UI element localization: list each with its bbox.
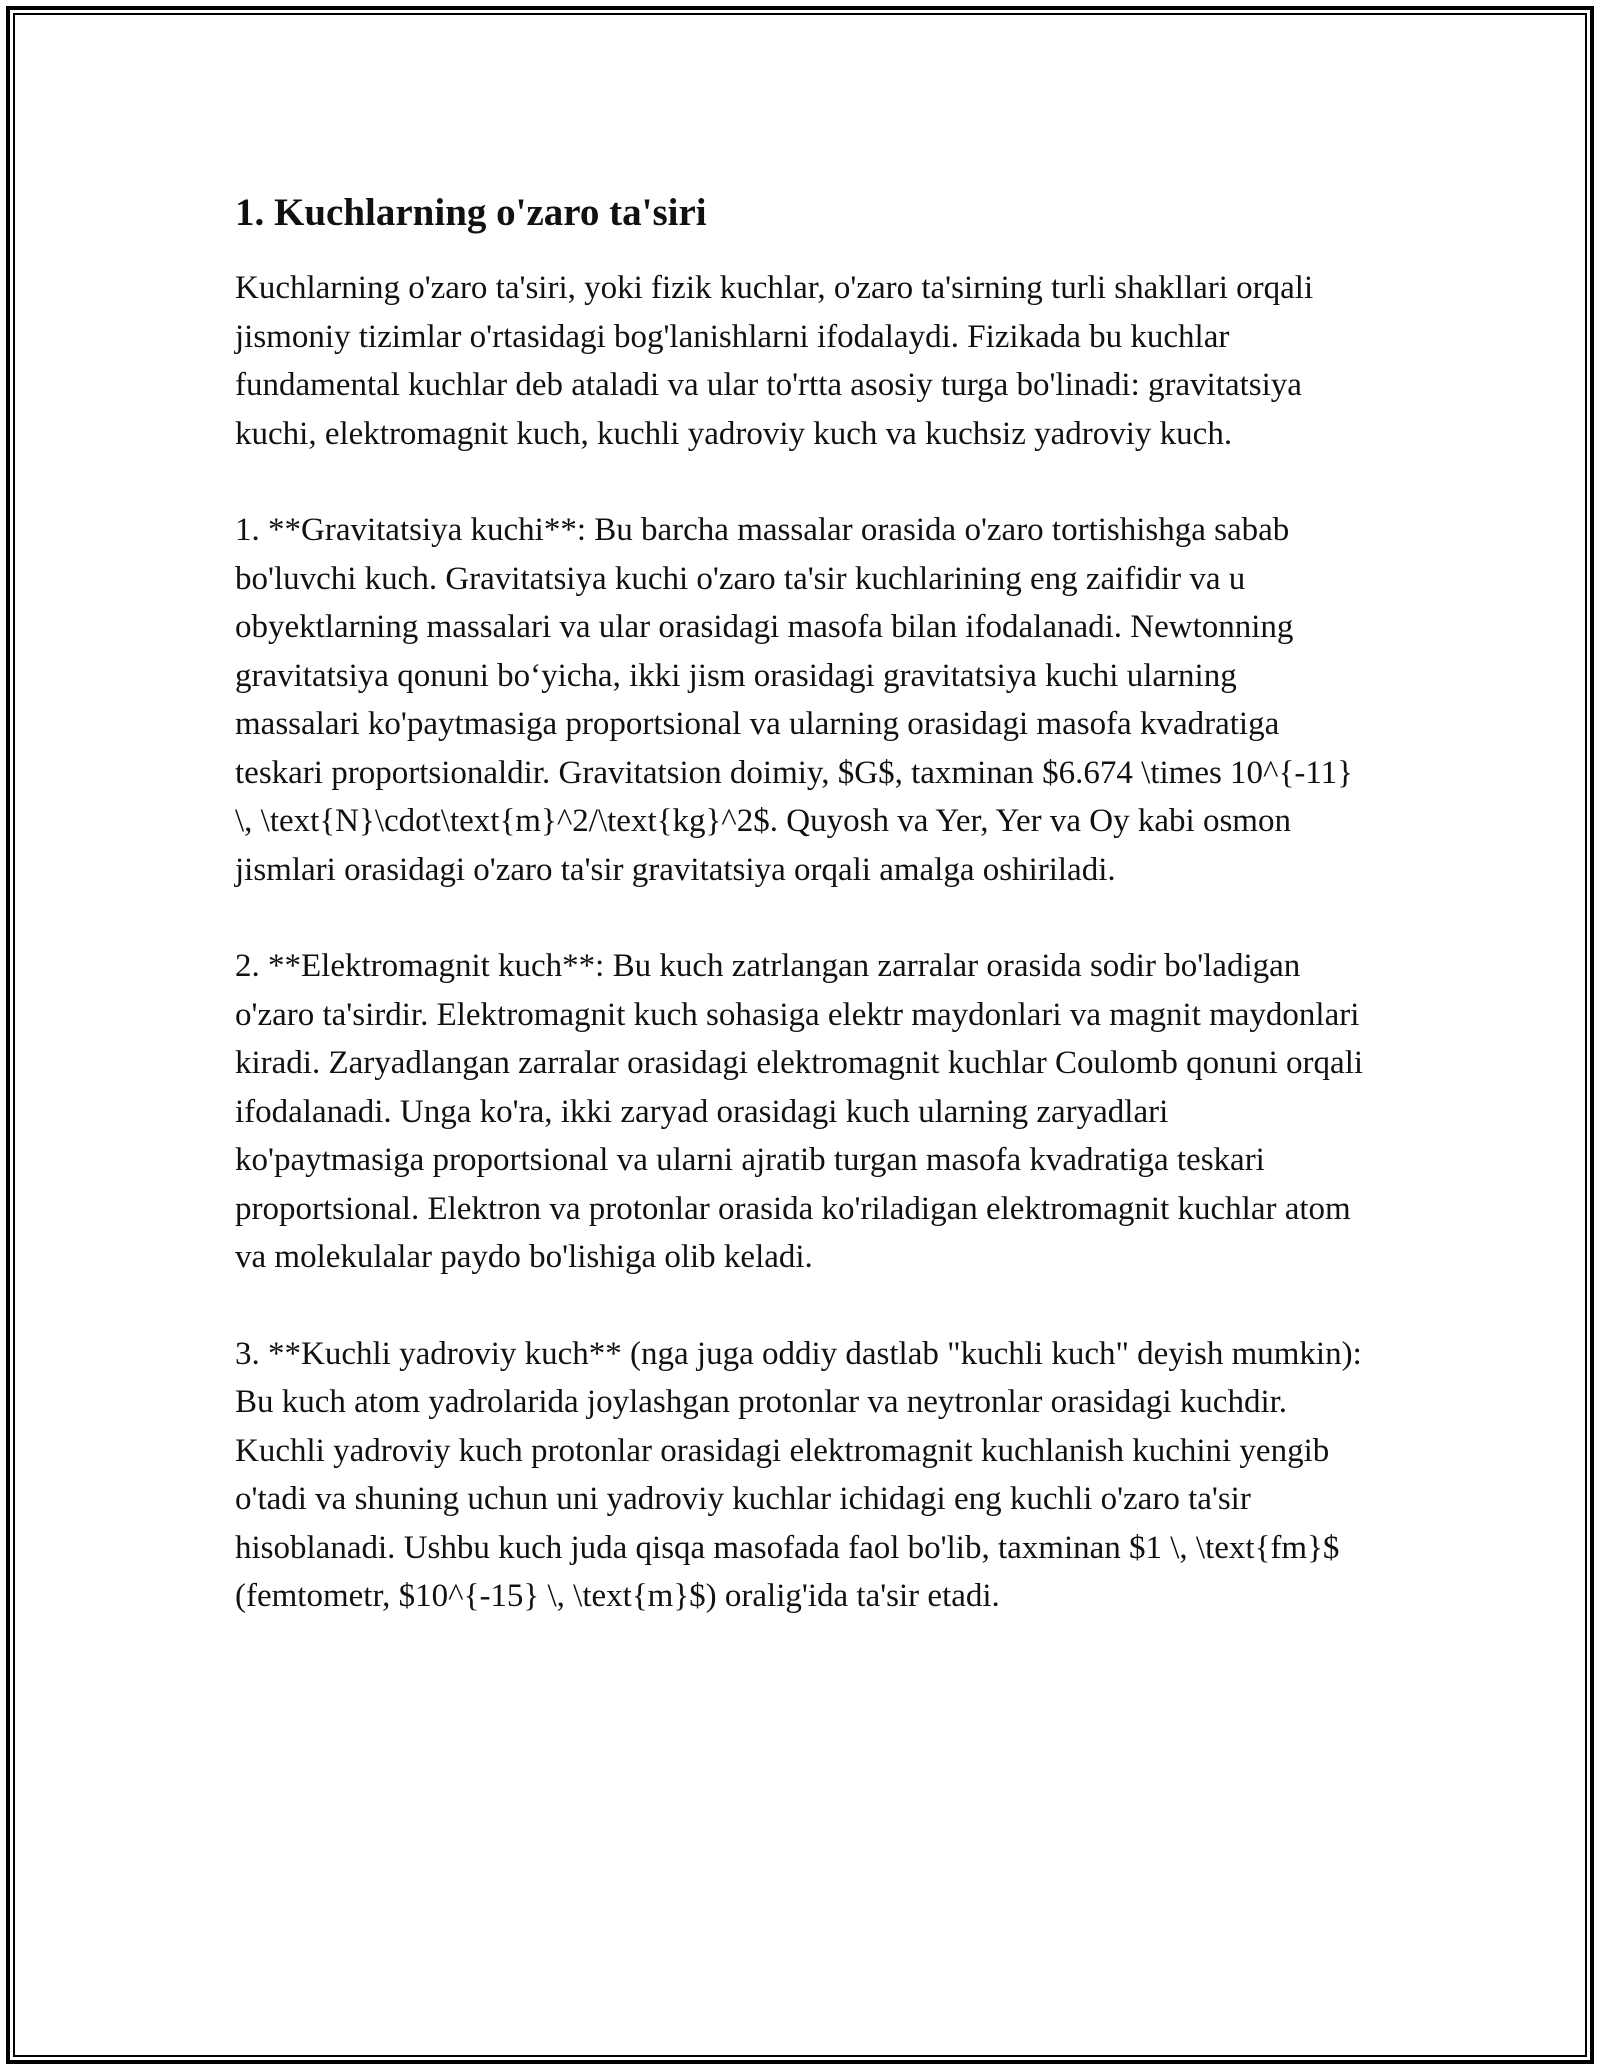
paragraph-intro: Kuchlarning o'zaro ta'siri, yoki fizik kuchlar, o'zaro ta'sirning turli shakllari orqali jismoniy tizimlar o'rtasidagi bog'lanishlarni ifodalaydi. Fizikada bu kuchlar fundamental kuchlar deb ataladi va ular to'rtta asosiy turga bo'linadi: gravitatsiya kuchi, elektromagnit kuch, kuchli yadroviy kuch va kuchsiz yadroviy kuch. <box>235 270 1314 452</box>
paragraph-strong-nuclear: 3. **Kuchli yadroviy kuch** (nga juga oddiy dastlab "kuchli kuch" deyish mumkin): Bu kuch atom yadrolarida joylashgan protonlar va neytronlar orasidagi kuchdir. Kuchli yadroviy kuch protonlar orasidagi elektromagnit kuchlanish kuchini yengib o'tadi va shuning uchun uni yadroviy kuchlar ichidagi eng kuchli o'zaro ta'sir hisoblanadi. Ushbu kuch juda qisqa masofada faol bo'lib, taxminan $1 \, \text{fm}$ (femtometr, $10^{-15} \, \text{m}$) oralig'ida ta'sir etadi. <box>235 1335 1362 1614</box>
document-title: 1. Kuchlarning o'zaro ta'siri <box>235 191 707 234</box>
paragraph-electromagnetic: 2. **Elektromagnit kuch**: Bu kuch zatrlangan zarralar orasida sodir bo'ladigan o'zaro ta'sirdir. Elektromagnit kuch sohasiga elektr maydonlari va magnit maydonlari kiradi. Zaryadlangan zarralar orasidagi elektromagnit kuchlar Coulomb qonuni orqali ifodalanadi. Unga ko'ra, ikki zaryad orasidagi kuch ularning zaryadlari ko'paytmasiga proportsional va ularni ajratib turgan masofa kvadratiga teskari proportsional. Elektron va protonlar orasida ko'riladigan elektromagnit kuchlar atom va molekulalar paydo bo'lishiga olib keladi. <box>235 948 1364 1275</box>
paragraph-gravity: 1. **Gravitatsiya kuchi**: Bu barcha massalar orasida o'zaro tortishishga sabab bo'luvchi kuch. Gravitatsiya kuchi o'zaro ta'sir kuchlarining eng zaifidir va u obyektlarning massalari va ular orasidagi masofa bilan ifodalanadi. Newtonning gravitatsiya qonuni bo‘yicha, ikki jism orasidagi gravitatsiya kuchi ularning massalari ko'paytmasiga proportsional va ularning orasidagi masofa kvadratiga teskari proportsionaldir. Gravitatsion doimiy, $G$, taxminan $6.674 \times 10^{-11} \, \text{N}\cdot\text{m}^2/\text{kg}^2$. Quyosh va Yer, Yer va Oy kabi osmon jismlari orasidagi o'zaro ta'sir gravitatsiya orqali amalga oshiriladi. <box>235 512 1353 888</box>
document-body <box>235 188 1365 1669</box>
